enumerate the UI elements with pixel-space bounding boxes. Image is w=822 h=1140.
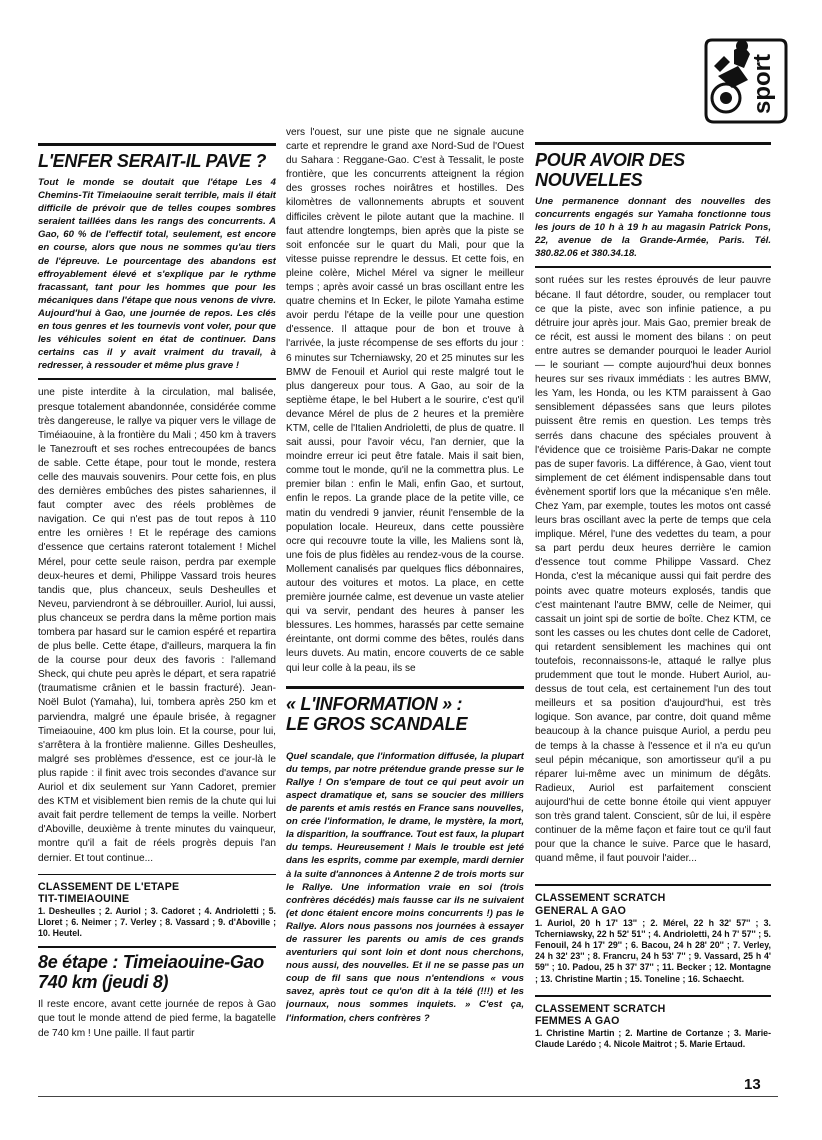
headline-enfer: L'ENFER SERAIT-IL PAVE ? (38, 151, 267, 171)
headline-information-line2: LE GROS SCANDALE (286, 713, 468, 734)
headline-etape8-line1: 8e étape : Timeiaouine-Gao (38, 952, 264, 973)
scratch-femmes-text: 1. Christine Martin ; 2. Martine de Cortanze ; 3. Marie-Claude Larédo ; 4. Nicole Maitrot ; 5. Marie Ertaud. (535, 1028, 771, 1050)
headline-information-line1: « L'INFORMATION » : (286, 693, 463, 714)
lede-enfer: Tout le monde se doutait que l'étape Les 4 Chemins-Tit Timeiaouine serait terrible, mais il était difficile de prévoir que de telles coupes sombres seraient taillées dans les rangs des concurrents. A Gao, 60 % de l'effectif total, seulement, est encore en course, alors que nous ne sommes qu'au tiers de l'épreuve. Le pourcentage des abandons est effroyablement élevé et s'explique par le rythme fracassant, tant pour les hommes que pour les mécaniques dans l'étape que nous venons de vivre. Aujourd'hui à Gao, une journée de repos. Les clés en tous genres et les tournevis vont voler, pour que les véhicules soient en état de continuer. Dans certains cas il y avait vraiment du travail, à redresser, à ressouder et même plus grave ! (38, 177, 276, 372)
headline-etape8-line2: 740 km (jeudi 8) (38, 972, 169, 993)
scratch-general-title: CLASSEMENT SCRATCH (535, 892, 666, 905)
column-2 (286, 126, 524, 1088)
headline-rule (286, 686, 524, 689)
sport-logo-text: sport (749, 54, 776, 114)
section-divider (535, 266, 771, 268)
headline-rule (535, 142, 771, 145)
body-etape8: Il reste encore, avant cette journée de repos à Gao que tout le monde attend de pied ferme, la bagatelle de 740 km ! Une paille. Il faut partir (38, 999, 276, 1039)
scratch-femmes-subtitle: FEMMES A GAO (535, 1015, 620, 1028)
section-divider (38, 874, 276, 875)
headline-nouvelles: POUR AVOIR DES NOUVELLES (535, 150, 685, 190)
lede-nouvelles: Une permanence donnant des nouvelles des concurrents engagés sur Yamaha fonctionne tous les jours de 10 h à 19 h au magasin Patrick Pons, 22, avenue de la Grande-Armée, Paris. Tél. 380.82.06 et 380.34.18. (535, 196, 771, 260)
page-number: 13 (744, 1076, 761, 1093)
section-divider (38, 946, 276, 948)
headline-rule (38, 143, 276, 146)
sport-logo (704, 36, 788, 124)
classement-etape-subtitle: TIT-TIMEIAOUINE (38, 893, 130, 906)
bottom-rule (38, 1096, 778, 1097)
section-divider (38, 378, 276, 380)
scratch-general-text: 1. Auriol, 20 h 17' 13'' ; 2. Mérel, 22 h 32' 57'' ; 3. Tcherniawsky, 22 h 52' 51'' ; 4. Andrioletti, 24 h 7' 57'' ; 5. Fenouil, 24 h 17' 29'' ; 6. Bacou, 24 h 28' 20'' ; 7. Verley, 24 h 32' 23'' ; 8. Francru, 24 h 53' 7'' ; 9. Vassard, 25 h 4' 59'' ; 10. Padou, 25 h 37' 37'' ; 11. Becker ; 12. Montagne ; 13. Christine Martin ; 15. Toneline ; 16. Schaecht. (535, 917, 771, 984)
classement-etape-text: 1. Desheulles ; 2. Auriol ; 3. Cadoret ; 4. Andrioletti ; 5. Lloret ; 6. Neimer ; 7. Verley ; 8. Vassard ; 9. d'Aboville ; 10. Heutel. (38, 905, 276, 939)
column-3 (535, 126, 771, 1088)
body-enfer: une piste interdite à la circulation, mal balisée, presque totalement abandonnée, considérée comme très dangereuse, le rallye va piquer vers le village de Timéiaouine, à la frontière du Mali ; 450 km à travers le Tanezrouft et ses roches entrecoupées de bancs de sable. Cette étape, pour tout le monde, restera celle des mauvais souvenirs. Pour cette fois, en plus des dernières embûches des pistes sahariennes, il faut compter avec des réels problèmes de navigation. Ce qui n'est pas de tout repos à 110 entre les ornières ! Et le repérage des camions d'essence que certains rateront totalement ! Michel Mérel, pour cette seule raison, perdra par exemple deux-heures et demi, Philippe Vassard trois heures tandis que, plus chanceux, seuls Desheulles et Neveu, parviendront à se débrouiller. Auriol, lui aussi, plus chanceux se perdra dans la même portion mais tombera par hasard sur le camion espéré et repartira de plus belle. Cette étape, d'ailleurs, marquera la fin de la course pour deux des favoris : l'allemand Sheck, qui chute peu après le départ, et sera rapatrié (traumatisme crânien et le bassin fracturé). Jean-Noël Bulot (Yamaha), lui, tombera après 250 km et parviendra, malgré une épaule brisée, à regagner Timeiaouine, 400 km plus loin. Et la course, pour lui, s'arrêtera à la frontière malienne. Gilles Desheulles, malgré ses problèmes d'essence, est ce jour-là le plus rapide : il finit avec trois secondes d'avance sur Auriol et dix seulement sur Yann Cadoret, premier des KTM et visiblement bien remis de la chute qui lui avait fait perdre tellement de temps la veille. Norbert d'Aboville, deuxième à trente minutes du vainqueur, montre qu'il a fait de réels progrès depuis l'an dernier. Et tout continue... (38, 387, 276, 864)
column-1 (38, 143, 276, 1083)
body-nouvelles: sont ruées sur les restes éprouvés de leur pauvre bécane. Il faut détordre, souder, ou remplacer tout ce que la piste, avec son infinie patience, a pu détruire jour après jour. Mais Gao, premier break de ce récit, est aussi le moment des bilans : on peut entre autres se demander pourquoi le leader Auriol — le souriant — compte aujourd'hui deux bonnes heures sur ses rivaux immédiats : les autres BMW, les Yam, les Honda, ou les KTM paraissent à Gao sensiblement dépassées sans que leurs pilotes puissent être remis en question. Les temps très serrés dans chacune des spéciales prouvent à l'évidence que ce troisième Paris-Dakar ne compte pas de super favoris. La différence, à Gao, vient tout simplement de cet élément indispensable dans tout évènement sportif lors que la mécanique s'en mêle. Chez Yam, par exemple, toutes les motos ont cassé leurs bras oscillant avec la perte de temps que cela implique. Mérel, l'une des vedettes du team, a pour sa part perdu deux heures derrière le camion d'essence tout comme Philippe Vassard. Chez Honda, c'est la mécanique aussi qui fait perdre des points avec quatre moteurs explosés, tandis que c'est maintenant l'autre BMW, celle de Neimer, qui cassait un joint spi de sortie de boîte. Chez KTM, ce sont les casses ou les chutes dont celle de Cadoret, qui retardent sensiblement les machines qui ont toutefois, reconnaissons-le, attaqué le rallye plus prudemment que tout le monde. Hubert Auriol, au-dessus de tout cela, est certainement l'un des tout meilleurs et sa position d'aujourd'hui, est très logique. Son avance, par contre, doit quand même beaucoup à la chance puisque Auriol, a perdu peu de temps à la chasse à l'essence et il n'a eu qu'un seul pépin mécanique, son amortisseur qu'il a pu réparer lui-même avec un minimum de dégâts. Radieux, Auriol est parfaitement conscient aujourd'hui de cette bonne étoile qui vient appuyer son très grand talent. Conscient, sûr de lui, il espère continuer de la même façon et faire tout ce qu'il faut pour que la chance le suive. Parce que le hasard, quand même, il faut pouvoir l'aider... (535, 275, 771, 865)
body-continued: vers l'ouest, sur une piste que ne signale aucune carte et reprendre le grand axe Nord-Sud de l'Ouest du Sahara : Reggane-Gao. C'est à Tessalit, le poste frontière, que les concurrents atteignent la région des grosses roches noirâtres et hostilles. Des kilomètres de vallonnements abrupts et souvent difficiles crèvent le pilote autant que la machine. Il faut attendre longtemps, bien après que la piste se soit enfoncée sur le quart du Mali, pour que la vitesse puisse reprendre le dessus. Et cette fois, en pleine colère, Michel Mérel va signer le meilleur temps ; après avoir cassé un bras oscillant entre les quatre chemins et In Ecker, le pilote Yamaha estime avoir perdu l'étape de la veille pour une question d'essence. Il attaque pour de bon et trouve à l'arrivée, la juste récompense de ses efforts du jour : 6 minutes sur Tcherniawsky, 20 et 25 minutes sur les BMW de Fenouil et Auriol qui reste malgré tout le plus dangereux pour tous. A Gao, au soir de la septième étape, le bel Hubert a le sourire, c'est qu'il devance Mérel de plus de 2 heures et la première KTM, celle de l'Italien Andrioletti, de plus de quatre. Il sait aussi, pour l'avoir vécu, l'an dernier, que la moindre erreur ici peut être fatale. Mais il sait bien, comme tout le monde, qu'il ne la commettra plus. Le premier bilan : enfin le Mali, enfin Gao, et surtout, enfin le repos. La grande place de la petite ville, ce matin du vendredi 9 janvier, réunit l'ensemble de la population locale. Heureux, dans cette poussière ocre qui recouvre toute la ville, les Maliens sont là, une fois de plus fidèles au rendez-vous de la course. Mollement canalisés par quelques flics débonnaires, autour des voitures et motos. La place, en cette première journée calme, est devenue un vaste atelier qui va servir, pendant des heures à panser les blessures. Les hommes, harassés par cette semaine éreintante, ont dormi comme des bêtes, roulés dans leurs duvets. Au matin, encore couverts de ce sable qui leur colle à la peau, ils se (286, 127, 524, 674)
lede-information: Quel scandale, que l'information diffusée, la plupart du temps, par notre prétendue grande presse sur le Rallye ! On s'empare de tout ce qui peut avoir un aspect dramatique et, sans se soucier des milliers de parents et amis restés en France sans nouvelles, on crée l'information, le drame, le mystère, la mort, la disparition, la souffrance. Tout est faux, la plupart du temps. Heureusement ! Mais le trouble est jeté dans les esprits, comme par exemple, mardi dernier à la suite d'annonces à Antenne 2 de trois morts sur le Rallye. Une information vraie en soi (trois confrères décédés) mais fausse car ils ne suivaient (et donc étaient encore moins concurrents !) pas le Rallye. Alors nous passons nos journées à essayer de rassurer les parents ou amis de ces grands aventuriers qui sont loin et dont nous cherchons, nous aussi, des nouvelles. Et il ne se passe pas un coup de fil sans que nous n'entendions « vous savez, après tout ce qu'on dit à la télé (!!!) et les journaux, nous sommes inquiets. » C'est ça, l'information, chers confrères ? (286, 750, 524, 1024)
classement-etape-title: CLASSEMENT DE L'ETAPE (38, 880, 180, 893)
scratch-femmes-title: CLASSEMENT SCRATCH (535, 1002, 666, 1015)
section-divider (535, 884, 771, 886)
scratch-general-subtitle: GENERAL A GAO (535, 905, 627, 917)
section-divider (535, 995, 771, 997)
